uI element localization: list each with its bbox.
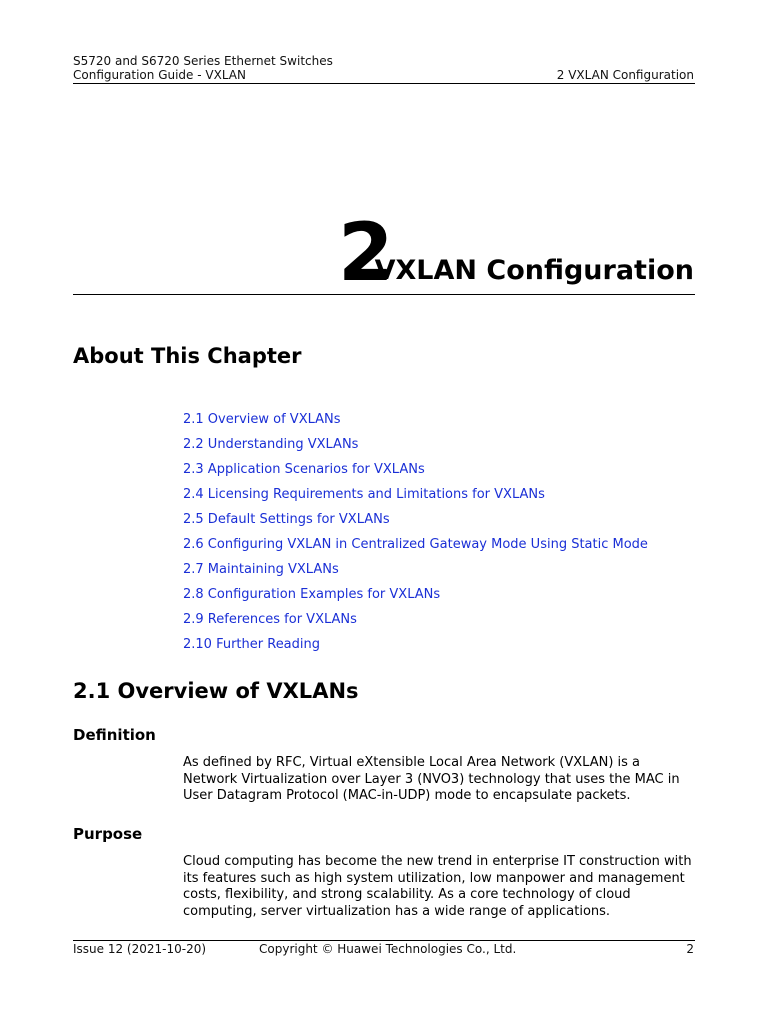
chapter-title: VXLAN Configuration — [374, 255, 694, 286]
toc-link-2-3[interactable]: 2.3 Application Scenarios for VXLANs — [183, 462, 425, 477]
header-chapter: 2 VXLAN Configuration — [556, 68, 694, 82]
toc-item — [183, 511, 648, 536]
footer-issue: Issue 12 (2021-10-20) — [73, 942, 207, 956]
toc-item — [183, 636, 648, 661]
toc-link-2-6[interactable]: 2.6 Configuring VXLAN in Centralized Gateway Mode Using Static Mode — [183, 537, 648, 552]
toc-link-2-10[interactable]: 2.10 Further Reading — [183, 637, 321, 652]
chapter-number: 2 — [338, 206, 394, 299]
toc-item — [183, 436, 648, 461]
toc-item — [183, 461, 648, 486]
chapter-toc — [183, 411, 648, 661]
toc-link-2-7[interactable]: 2.7 Maintaining VXLANs — [183, 562, 339, 577]
footer-divider — [73, 940, 695, 941]
toc-link-2-5[interactable]: 2.5 Default Settings for VXLANs — [183, 512, 390, 527]
definition-paragraph: As defined by RFC, Virtual eXtensible Local Area Network (VXLAN) is a Network Virtualization over Layer 3 (NVO3) technology that uses the MAC in User Datagram Protocol (MAC-in-UDP) mode to encapsulate packets. — [183, 755, 680, 803]
toc-item — [183, 536, 648, 561]
definition-heading: Definition — [73, 726, 156, 744]
chapter-divider — [73, 294, 695, 295]
section-heading: 2.1 Overview of VXLANs — [73, 679, 359, 703]
toc-link-2-4[interactable]: 2.4 Licensing Requirements and Limitations for VXLANs — [183, 487, 545, 502]
toc-link-2-1[interactable]: 2.1 Overview of VXLANs — [183, 412, 341, 427]
footer-page-number: 2 — [686, 942, 694, 956]
purpose-heading: Purpose — [73, 825, 143, 843]
toc-link-2-9[interactable]: 2.9 References for VXLANs — [183, 612, 357, 627]
toc-item — [183, 611, 648, 636]
toc-item — [183, 411, 648, 436]
header-product: S5720 and S6720 Series Ethernet Switches — [73, 54, 333, 68]
toc-item — [183, 561, 648, 586]
toc-link-2-2[interactable]: 2.2 Understanding VXLANs — [183, 437, 359, 452]
toc-link-2-8[interactable]: 2.8 Configuration Examples for VXLANs — [183, 587, 441, 602]
toc-item — [183, 586, 648, 611]
header-divider — [73, 83, 695, 84]
header-guide: Configuration Guide - VXLAN — [73, 68, 246, 82]
footer-copyright: Copyright © Huawei Technologies Co., Ltd. — [259, 942, 517, 956]
toc-item — [183, 486, 648, 511]
about-heading: About This Chapter — [73, 344, 302, 368]
purpose-paragraph: Cloud computing has become the new trend in enterprise IT construction with its features such as high system utilization, low manpower and management costs, flexibility, and strong scalability. As a core technology of cloud computing, server virtualization has a wide range of applications. — [183, 854, 692, 919]
